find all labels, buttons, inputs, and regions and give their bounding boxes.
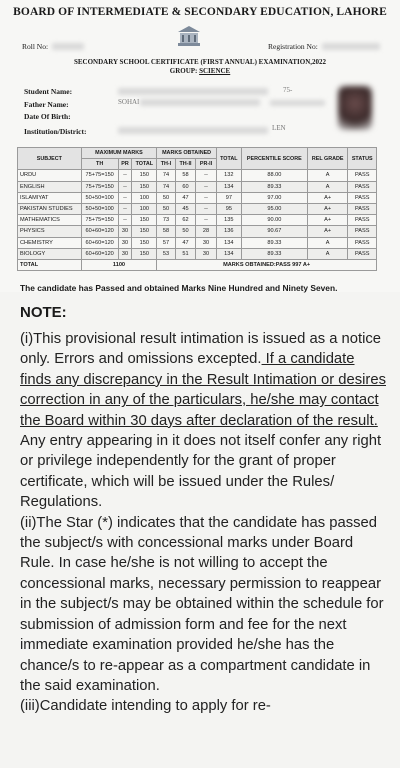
table-cell: CHEMISTRY [18,237,82,248]
col-status: STATUS [348,148,377,170]
total-value: 1100 [81,259,156,270]
table-row [18,237,377,248]
table-cell: -- [196,170,217,181]
exam-title: SECONDARY SCHOOL CERTIFICATE (FIRST ANNUAL) EXAMINATION,2022 [73,58,327,66]
table-cell: PASS [348,248,377,259]
table-cell: 150 [132,248,157,259]
table-cell: PASS [348,170,377,181]
table-cell: 47 [175,192,195,203]
group-value: SCIENCE [199,67,231,75]
col-marks-obtained: MARKS OBTAINED [157,148,217,159]
table-cell: MATHEMATICS [18,215,82,226]
table-cell: 150 [132,237,157,248]
col-percentile: PERCENTILE SCORE [241,148,307,170]
table-cell: PASS [348,226,377,237]
dob-label: Date Of Birth: [24,112,71,121]
table-cell: 74 [157,170,176,181]
table-cell: -- [118,203,132,214]
table-cell: 150 [132,226,157,237]
table-cell: 60+60=120 [81,237,118,248]
note-paragraph-3: (iii)Candidate intending to apply for re- [20,698,271,715]
registration-no-label: Registration No: [268,42,318,51]
table-cell: 60 [175,181,195,192]
table-cell: 75+75=150 [81,170,118,181]
marks-obtained-summary: MARKS OBTAINED:PASS 997 A+ [157,259,377,270]
table-cell: 89.33 [241,248,307,259]
table-cell: 134 [216,181,241,192]
note-body [20,329,388,717]
father-extra-redacted [270,100,325,106]
table-cell: -- [196,203,217,214]
passed-statement: The candidate has Passed and obtained Marks Nine Hundred and Ninety Seven. [20,283,338,293]
table-cell: 62 [175,215,195,226]
table-cell: 75+75=150 [81,181,118,192]
table-cell: A [307,181,348,192]
col-grade: REL GRADE [307,148,348,170]
right-fragment-2: LEN [272,124,286,132]
col-th: TH [81,159,118,170]
table-cell: 57 [157,237,176,248]
table-cell: 58 [175,170,195,181]
col-pr-2: PR-II [196,159,217,170]
table-cell: URDU [18,170,82,181]
table-cell: -- [118,192,132,203]
note-p1-underlined: If a candidate finds any discrepancy in the Result Intimation or desires correction in any of the particulars, he/she may contact the Board within 30 days after declaration of the result. [20,351,386,429]
table-cell: 30 [118,226,132,237]
table-cell: 150 [132,170,157,181]
board-title: BOARD OF INTERMEDIATE & SECONDARY EDUCATION, LAHORE [13,6,387,18]
student-photo [338,86,372,130]
table-cell: 50 [157,192,176,203]
table-cell: 53 [157,248,176,259]
roll-no-label: Roll No: [22,42,49,51]
table-cell: A [307,248,348,259]
note-p1-intro: (i)This provisional result intimation is issued as a notice only. Errors and omissions excepted. [20,331,382,368]
table-cell: 50 [157,203,176,214]
table-cell: 95 [216,203,241,214]
table-cell: A+ [307,226,348,237]
table-cell: 50+50=100 [81,192,118,203]
father-name-redacted [140,99,260,106]
table-cell: 30 [118,248,132,259]
table-cell: 45 [175,203,195,214]
table-cell: 89.33 [241,237,307,248]
total-label: TOTAL [18,259,82,270]
table-cell: 132 [216,170,241,181]
table-cell: -- [118,215,132,226]
table-cell: -- [196,215,217,226]
board-logo-icon [176,24,202,48]
col-total: TOTAL [216,148,241,170]
note-paragraph-1 [20,329,388,513]
table-cell: -- [118,181,132,192]
table-cell: ENGLISH [18,181,82,192]
table-cell: 136 [216,226,241,237]
table-row [18,192,377,203]
table-cell: 134 [216,248,241,259]
table-row [18,181,377,192]
table-cell: ISLAMIYAT [18,192,82,203]
table-row [18,248,377,259]
table-cell: 89.33 [241,181,307,192]
table-cell: 51 [175,248,195,259]
institution-redacted [118,127,268,134]
table-cell: A+ [307,192,348,203]
table-cell: 28 [196,226,217,237]
table-cell: 135 [216,215,241,226]
table-cell: PASS [348,237,377,248]
table-cell: 60+60=120 [81,248,118,259]
table-cell: 60+60=120 [81,226,118,237]
table-cell: 58 [157,226,176,237]
table-cell: 90.67 [241,226,307,237]
col-pr: PR [118,159,132,170]
student-name-redacted [118,88,268,95]
table-cell: PASS [348,181,377,192]
table-cell: 100 [132,203,157,214]
table-cell: -- [118,170,132,181]
table-cell: A [307,170,348,181]
table-total-row [18,259,377,270]
table-cell: 97.00 [241,192,307,203]
note-title: NOTE: [20,304,67,321]
table-cell: 150 [132,215,157,226]
table-cell: PASS [348,215,377,226]
table-header-row [18,148,377,159]
table-cell: -- [196,192,217,203]
note-p1-rest: Any entry appearing in it does not itself confer any right or privilege independently for the grant of proper certificate, which will be issued under the Rules/ Regulations. [20,433,382,511]
table-cell: 30 [196,237,217,248]
table-cell: PASS [348,192,377,203]
father-name-label: Father Name: [24,100,69,109]
col-subject: SUBJECT [18,148,82,170]
table-cell: 30 [196,248,217,259]
col-max-marks: MAXIMUM MARKS [81,148,156,159]
col-th-2: TH-II [175,159,195,170]
roll-no-redacted [52,43,84,50]
table-cell: 150 [132,181,157,192]
table-cell: A+ [307,215,348,226]
note-paragraph-2: (ii)The Star (*) indicates that the candidate has passed the subject/s with concessional marks under Board Rule. In case he/she is not willing to accept the concessional marks, necessary permission to reappear in the subject/s may be obtained within the schedule for submission of admission form and fee for the next immediate examination provided he/she has the chance/s to re-appear as a compartment candidate in the said examination. [20,514,384,694]
table-cell: 73 [157,215,176,226]
table-body [18,170,377,260]
table-cell: 75+75=150 [81,215,118,226]
group-label: GROUP: [169,67,198,75]
table-cell: 90.00 [241,215,307,226]
father-name-partial: SOHAI [118,98,140,106]
table-cell: 74 [157,181,176,192]
table-cell: 50+50=100 [81,203,118,214]
table-cell: A [307,237,348,248]
table-cell: PHYSICS [18,226,82,237]
group-line [0,67,400,75]
col-th-1: TH-I [157,159,176,170]
table-cell: 100 [132,192,157,203]
table-row [18,226,377,237]
table-cell: A+ [307,203,348,214]
table-row [18,170,377,181]
col-max-total: TOTAL [132,159,157,170]
table-cell: 95.00 [241,203,307,214]
right-fragment-1: 75- [283,86,293,94]
result-document [0,0,400,292]
table-cell: 97 [216,192,241,203]
registration-no-redacted [322,43,380,50]
table-cell: BIOLOGY [18,248,82,259]
table-cell: PASS [348,203,377,214]
table-row [18,215,377,226]
table-cell: -- [196,181,217,192]
table-cell: 88.00 [241,170,307,181]
table-cell: 50 [175,226,195,237]
table-cell: 134 [216,237,241,248]
table-row [18,203,377,214]
table-cell: 47 [175,237,195,248]
marks-table [17,147,377,271]
student-name-label: Student Name: [24,87,73,96]
table-cell: PAKISTAN STUDIES [18,203,82,214]
institution-label: Institution/District: [24,127,87,136]
table-cell: 30 [118,237,132,248]
